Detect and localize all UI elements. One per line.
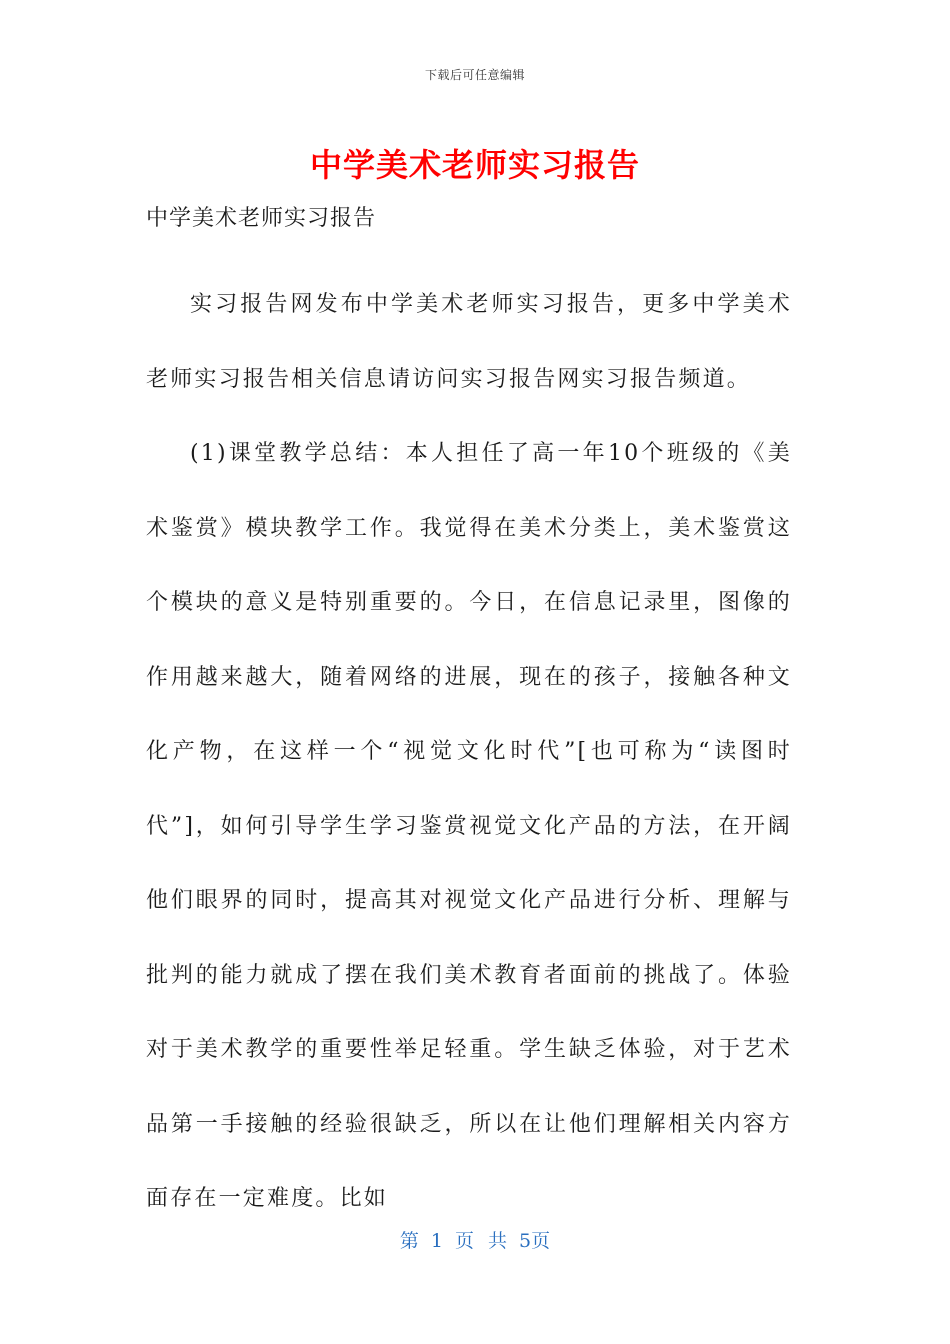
header-note: 下载后可任意编辑	[424, 68, 525, 82]
footer-middle: 页 共	[454, 1230, 508, 1252]
body-paragraph-teaching-summary: (1)课堂教学总结：本人担任了高一年10个班级的《美术鉴赏》模块教学工作。我觉得在美术分类上，美术鉴赏这个模块的意义是特别重要的。今日，在信息记录里，图像的作用越来越大，随着网络的进展，现在的孩子，接触各种文化产物，在这样一个“视觉文化时代”[也可称为“读图时代”]，如何引导学生学习鉴赏视觉文化产品的方法，在开阔他们眼界的同时，提高其对视觉文化产品进行分析、理解与批判的能力就成了摆在我们美术教育者面前的挑战了。体验对于美术教学的重要性举足轻重。学生缺乏体验，对于艺术品第一手接触的经验很缺乏，所以在让他们理解相关内容方面存在一定难度。比如	[146, 441, 792, 1211]
footer-total: 5页	[519, 1230, 551, 1252]
document-body	[146, 196, 792, 1237]
document-subtitle: 中学美术老师实习报告	[146, 206, 377, 231]
page-footer	[0, 1226, 950, 1253]
body-paragraph-intro: 实习报告网发布中学美术老师实习报告，更多中学美术老师实习报告相关信息请访问实习报告网实习报告频道。	[146, 292, 792, 392]
document-title: 中学美术老师实习报告	[309, 146, 640, 184]
footer-current-page: 1	[430, 1230, 443, 1252]
footer-prefix: 第	[399, 1230, 419, 1252]
